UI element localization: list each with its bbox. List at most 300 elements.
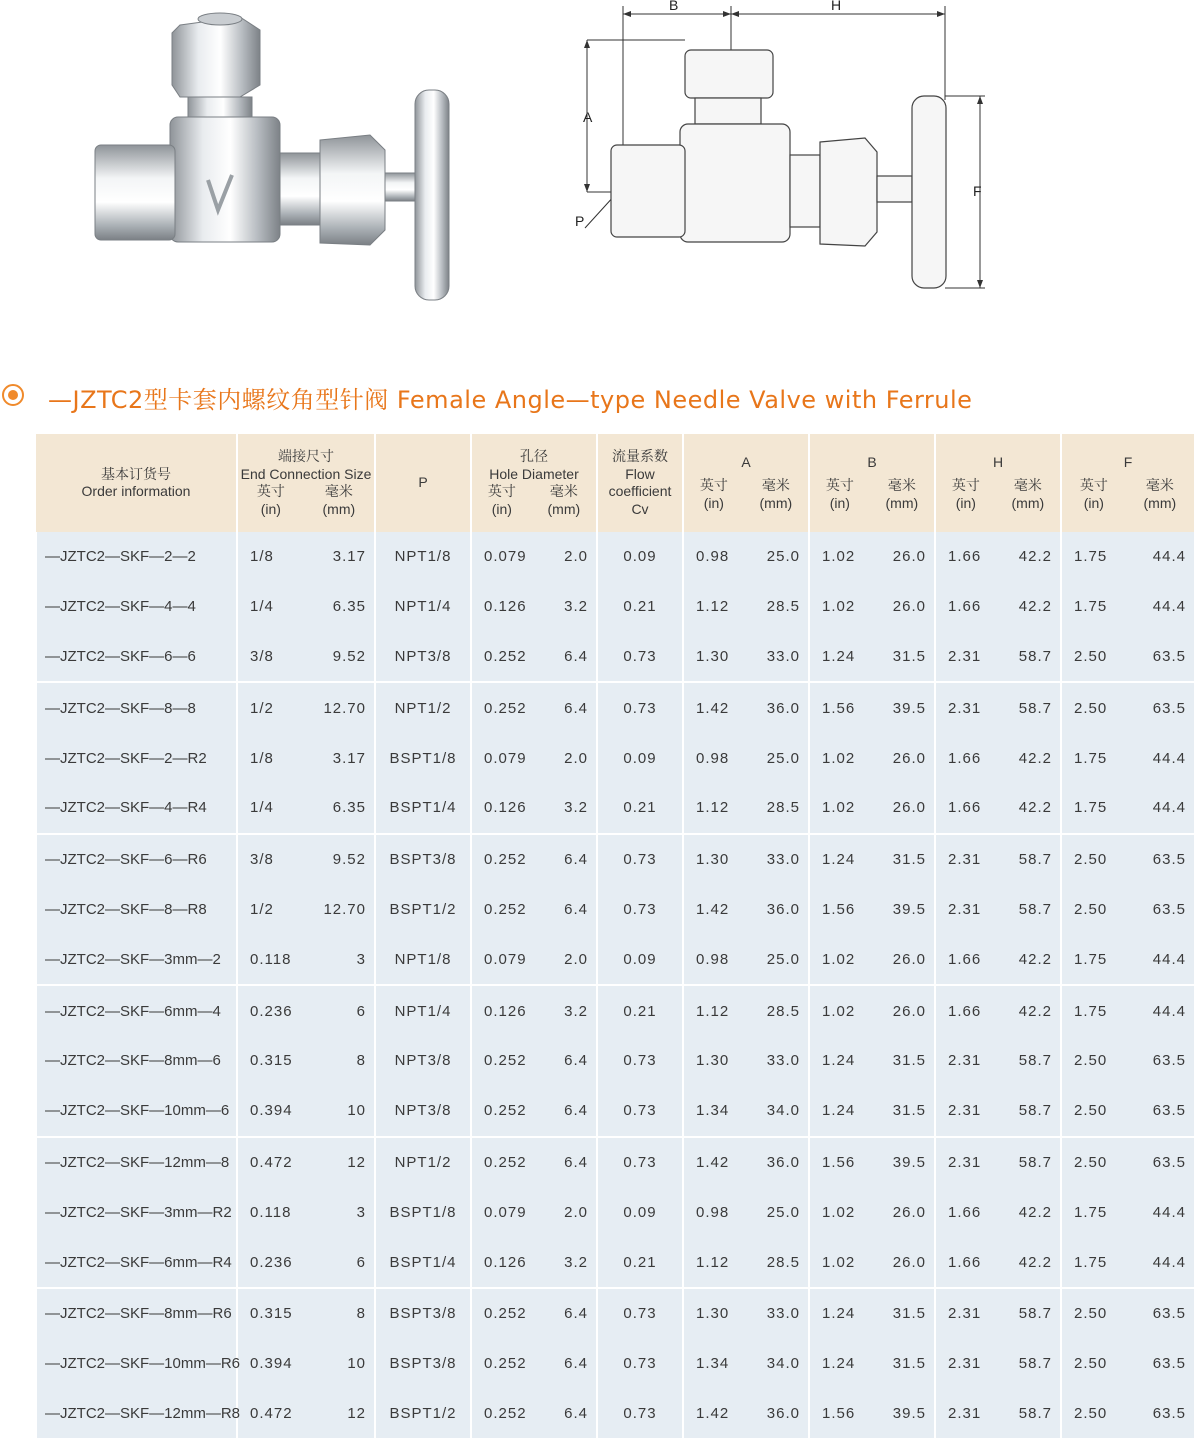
cell-hole-mm: 6.4 [564,647,588,665]
cell-h-in: 1.66 [948,950,982,968]
pair-cell [809,934,935,985]
pair-cell [935,1086,1061,1137]
pair-cell [471,834,597,885]
cell-f-in: 2.50 [1074,1355,1108,1373]
pair-cell [683,1339,809,1389]
cell-a-in: 1.12 [696,799,730,817]
cell-hole-mm: 6.4 [564,1355,588,1373]
cell-hole-in: 0.252 [484,1355,527,1373]
pair-cell [471,1036,597,1086]
cell-f-mm: 44.4 [1152,1002,1186,1020]
unit-mm: 毫米 (mm) [322,483,356,517]
cell-cv: 0.73 [597,1086,683,1137]
cell-size-mm: 3.17 [332,749,366,767]
cell-size-mm: 3 [356,1203,366,1221]
cell-order: —JZTC2—SKF—6mm—4 [36,985,237,1036]
cell-f-mm: 44.4 [1152,548,1186,566]
cell-size-mm: 12 [347,1404,366,1422]
cell-f-in: 1.75 [1074,950,1108,968]
pair-cell [935,1036,1061,1086]
cell-h-in: 2.31 [948,851,982,869]
cell-h-in: 2.31 [948,699,982,717]
cell-f-mm: 63.5 [1152,1404,1186,1422]
cell-cv: 0.73 [597,1288,683,1339]
pair-cell [935,1339,1061,1389]
cell-cv: 0.73 [597,632,683,683]
cell-a-in: 1.42 [696,1153,730,1171]
cell-size-mm: 8 [356,1052,366,1070]
cell-size-in: 0.236 [250,1002,293,1020]
header-flow-cn: 流量系数 [612,448,668,464]
pair-cell [935,1288,1061,1339]
label-p: P [575,213,585,229]
cell-a-in: 0.98 [696,749,730,767]
cell-f-mm: 44.4 [1152,950,1186,968]
cell-b-mm: 31.5 [892,1355,926,1373]
table-row [36,632,1194,683]
cell-a-mm: 36.0 [766,900,800,918]
cell-b-in: 1.56 [822,1404,856,1422]
cell-a-in: 0.98 [696,1203,730,1221]
cell-b-mm: 31.5 [892,1102,926,1120]
cell-cv: 0.21 [597,1237,683,1288]
cell-f-mm: 44.4 [1152,749,1186,767]
unit-in: 英寸 (in) [951,477,980,511]
cell-p: NPT1/8 [375,532,471,582]
pair-cell [683,1389,809,1438]
cell-f-in: 2.50 [1074,851,1108,869]
pair-cell [935,632,1061,683]
cell-hole-in: 0.079 [484,950,527,968]
cell-a-in: 1.42 [696,900,730,918]
pair-cell [1061,885,1194,935]
cell-b-in: 1.02 [822,548,856,566]
pair-cell [809,1036,935,1086]
cell-f-mm: 44.4 [1152,799,1186,817]
header-a [683,434,809,532]
pair-cell [683,1187,809,1237]
cell-hole-in: 0.126 [484,1002,527,1020]
cell-order: —JZTC2—SKF—10mm—R6 [36,1339,237,1389]
cell-f-mm: 63.5 [1152,1102,1186,1120]
cell-order: —JZTC2—SKF—6—R6 [36,834,237,885]
label-a: A [583,109,593,125]
cell-cv: 0.09 [597,934,683,985]
pair-cell [1061,1288,1194,1339]
cell-f-in: 1.75 [1074,749,1108,767]
cell-b-in: 1.24 [822,1305,856,1323]
pair-cell [809,1187,935,1237]
header-order-en: Order information [81,483,191,499]
table-row [36,532,1194,582]
pair-cell [809,1288,935,1339]
cell-hole-mm: 6.4 [564,1052,588,1070]
cell-hole-in: 0.252 [484,1153,527,1171]
cell-size-in: 0.118 [250,1203,292,1221]
cell-hole-in: 0.252 [484,1404,527,1422]
cell-h-in: 2.31 [948,1305,982,1323]
pair-cell [935,834,1061,885]
cell-b-in: 1.02 [822,950,856,968]
cell-size-in: 0.315 [250,1305,293,1323]
pair-cell [935,733,1061,783]
pair-cell [1061,1237,1194,1288]
cell-a-mm: 25.0 [766,548,800,566]
cell-hole-mm: 6.4 [564,900,588,918]
pair-cell [935,532,1061,582]
pair-cell [237,1389,375,1438]
pair-cell [237,1137,375,1188]
cell-order: —JZTC2—SKF—2—2 [36,532,237,582]
cell-hole-mm: 2.0 [564,1203,588,1221]
cell-size-mm: 12.70 [323,699,366,717]
cell-h-in: 1.66 [948,548,982,566]
pair-cell [809,632,935,683]
cell-hole-mm: 3.2 [564,1253,588,1271]
cell-b-in: 1.56 [822,1153,856,1171]
pair-cell [683,682,809,733]
cell-f-in: 1.75 [1074,1253,1108,1271]
cell-f-in: 2.50 [1074,1404,1108,1422]
cell-hole-mm: 6.4 [564,851,588,869]
cell-p: NPT1/4 [375,985,471,1036]
cell-b-in: 1.02 [822,749,856,767]
cell-h-mm: 58.7 [1018,1305,1052,1323]
pair-cell [237,885,375,935]
pair-cell [1061,582,1194,632]
cell-size-mm: 12.70 [323,900,366,918]
cell-a-in: 1.42 [696,1404,730,1422]
pair-cell [1061,733,1194,783]
pair-cell [471,885,597,935]
cell-f-in: 2.50 [1074,699,1108,717]
unit-in: 英寸 (in) [256,483,285,517]
cell-size-in: 3/8 [250,851,274,869]
pair-cell [1061,532,1194,582]
cell-a-mm: 25.0 [766,950,800,968]
cell-order: —JZTC2—SKF—12mm—R8 [36,1389,237,1438]
cell-b-in: 1.02 [822,1002,856,1020]
cell-size-mm: 3.17 [332,548,366,566]
pair-cell [237,1086,375,1137]
cell-a-mm: 36.0 [766,699,800,717]
pair-cell [683,934,809,985]
cell-a-in: 0.98 [696,548,730,566]
cell-b-in: 1.02 [822,799,856,817]
cell-f-mm: 44.4 [1152,598,1186,616]
pair-cell [935,885,1061,935]
cell-h-in: 1.66 [948,1203,982,1221]
pair-cell [935,1137,1061,1188]
table-row [36,1036,1194,1086]
cell-size-mm: 6.35 [332,799,366,817]
cell-hole-mm: 2.0 [564,950,588,968]
cell-size-in: 0.315 [250,1052,293,1070]
pair-cell [1061,1086,1194,1137]
cell-h-mm: 58.7 [1018,647,1052,665]
cell-p: BSPT1/4 [375,1237,471,1288]
table-row [36,1187,1194,1237]
cell-a-mm: 33.0 [766,851,800,869]
pair-cell [471,1137,597,1188]
pair-cell [1061,834,1194,885]
pair-cell [683,582,809,632]
spec-table [35,434,1194,1438]
cell-p: NPT3/8 [375,1036,471,1086]
cell-hole-in: 0.079 [484,1203,527,1221]
cell-p: BSPT1/4 [375,783,471,834]
cell-h-in: 2.31 [948,1355,982,1373]
pair-cell [809,532,935,582]
cell-b-mm: 26.0 [892,1002,926,1020]
cell-cv: 0.73 [597,1137,683,1188]
cell-h-mm: 42.2 [1018,749,1052,767]
cell-cv: 0.21 [597,783,683,834]
unit-in: 英寸 (in) [825,477,854,511]
header-b-label: B [867,453,877,470]
cell-h-in: 1.66 [948,799,982,817]
cell-f-mm: 63.5 [1152,699,1186,717]
cell-a-in: 1.12 [696,1002,730,1020]
cell-hole-mm: 3.2 [564,598,588,616]
cell-order: —JZTC2—SKF—8—8 [36,682,237,733]
cell-order: —JZTC2—SKF—4—4 [36,582,237,632]
header-a-label: A [741,453,751,470]
cell-size-mm: 9.52 [332,851,366,869]
cell-f-mm: 63.5 [1152,1305,1186,1323]
cell-h-in: 2.31 [948,647,982,665]
cell-f-in: 1.75 [1074,799,1108,817]
cell-a-mm: 33.0 [766,1305,800,1323]
cell-f-in: 2.50 [1074,1153,1108,1171]
table-row [36,1137,1194,1188]
cell-a-mm: 34.0 [766,1102,800,1120]
pair-cell [683,1086,809,1137]
cell-order: —JZTC2—SKF—4—R4 [36,783,237,834]
pair-cell [683,783,809,834]
unit-in: 英寸 (in) [487,483,516,517]
header-hole-cn: 孔径 [520,448,548,464]
cell-h-in: 2.31 [948,1404,982,1422]
cell-hole-mm: 3.2 [564,1002,588,1020]
cell-h-mm: 42.2 [1018,799,1052,817]
cell-h-in: 2.31 [948,1153,982,1171]
cell-b-mm: 39.5 [892,1153,926,1171]
cell-p: NPT1/4 [375,582,471,632]
cell-a-mm: 25.0 [766,1203,800,1221]
cell-f-mm: 63.5 [1152,900,1186,918]
header-f [1061,434,1194,532]
cell-cv: 0.09 [597,1187,683,1237]
cell-hole-mm: 6.4 [564,1153,588,1171]
cell-size-mm: 12 [347,1153,366,1171]
pair-cell [1061,1187,1194,1237]
cell-h-mm: 42.2 [1018,1002,1052,1020]
cell-p: BSPT1/8 [375,1187,471,1237]
cell-h-mm: 58.7 [1018,1404,1052,1422]
header-h-label: H [992,453,1004,470]
pair-cell [471,985,597,1036]
cell-f-in: 2.50 [1074,1052,1108,1070]
table-row [36,834,1194,885]
cell-b-mm: 31.5 [892,1305,926,1323]
table-row [36,1389,1194,1438]
pair-cell [237,783,375,834]
pair-cell [237,1036,375,1086]
pair-cell [683,1237,809,1288]
cell-a-mm: 36.0 [766,1404,800,1422]
cell-f-in: 2.50 [1074,1102,1108,1120]
cell-size-in: 1/2 [250,900,274,918]
pair-cell [237,733,375,783]
pair-cell [471,783,597,834]
cell-size-in: 1/4 [250,799,274,817]
pair-cell [809,1137,935,1188]
cell-p: BSPT3/8 [375,834,471,885]
unit-mm: 毫米 (mm) [1011,477,1045,511]
pair-cell [237,1288,375,1339]
cell-a-in: 1.12 [696,1253,730,1271]
pair-cell [683,532,809,582]
pair-cell [935,934,1061,985]
cell-size-in: 0.236 [250,1253,293,1271]
unit-in: 英寸 (in) [699,477,728,511]
cell-size-mm: 6.35 [332,598,366,616]
cell-a-mm: 34.0 [766,1355,800,1373]
cell-size-in: 1/2 [250,699,274,717]
table-row [36,1339,1194,1389]
pair-cell [809,733,935,783]
cell-a-mm: 33.0 [766,647,800,665]
cell-f-mm: 63.5 [1152,851,1186,869]
header-end-en: End Connection Size [240,465,372,482]
pair-cell [1061,682,1194,733]
cell-b-mm: 26.0 [892,950,926,968]
unit-mm: 毫米 (mm) [547,483,581,517]
pair-cell [1061,1389,1194,1438]
label-f: F [973,183,982,199]
header-end-connection [237,434,375,532]
pair-cell [935,783,1061,834]
cell-a-mm: 28.5 [766,1002,800,1020]
table-row [36,1086,1194,1137]
cell-b-in: 1.24 [822,647,856,665]
unit-mm: 毫米 (mm) [885,477,919,511]
cell-f-in: 1.75 [1074,1002,1108,1020]
pair-cell [471,1187,597,1237]
pair-cell [471,934,597,985]
cell-a-mm: 28.5 [766,1253,800,1271]
cell-h-mm: 42.2 [1018,548,1052,566]
cell-b-in: 1.24 [822,1355,856,1373]
cell-h-in: 1.66 [948,1253,982,1271]
section-title-row [0,378,1200,418]
cell-hole-mm: 6.4 [564,1404,588,1422]
cell-h-in: 1.66 [948,1002,982,1020]
cell-a-in: 1.30 [696,1052,730,1070]
cell-size-mm: 6 [356,1253,366,1271]
pair-cell [683,985,809,1036]
cell-f-mm: 63.5 [1152,1052,1186,1070]
cell-f-mm: 44.4 [1152,1253,1186,1271]
pair-cell [237,1339,375,1389]
pair-cell [683,632,809,683]
pair-cell [935,1389,1061,1438]
cell-f-mm: 63.5 [1152,1355,1186,1373]
cell-size-mm: 6 [356,1002,366,1020]
cell-b-mm: 31.5 [892,1052,926,1070]
cell-hole-in: 0.252 [484,699,527,717]
cell-b-mm: 26.0 [892,548,926,566]
cell-h-mm: 42.2 [1018,598,1052,616]
cell-h-in: 1.66 [948,598,982,616]
pair-cell [809,1339,935,1389]
cell-a-in: 1.30 [696,1305,730,1323]
cell-hole-mm: 6.4 [564,1102,588,1120]
cell-p: NPT1/2 [375,682,471,733]
cell-cv: 0.73 [597,885,683,935]
cell-size-in: 0.472 [250,1153,293,1171]
pair-cell [471,1389,597,1438]
pair-cell [683,1137,809,1188]
header-flow-en2: coefficient [608,483,672,499]
pair-cell [237,682,375,733]
cell-f-mm: 63.5 [1152,647,1186,665]
cell-cv: 0.21 [597,985,683,1036]
header-end-cn: 端接尺寸 [278,448,334,464]
cell-b-in: 1.56 [822,900,856,918]
cell-order: —JZTC2—SKF—12mm—8 [36,1137,237,1188]
cell-size-in: 0.394 [250,1102,293,1120]
cell-b-mm: 31.5 [892,647,926,665]
cell-order: —JZTC2—SKF—6mm—R4 [36,1237,237,1288]
pair-cell [237,1187,375,1237]
table-row [36,885,1194,935]
pair-cell [809,985,935,1036]
pair-cell [1061,985,1194,1036]
pair-cell [471,733,597,783]
cell-p: BSPT1/2 [375,885,471,935]
pair-cell [809,682,935,733]
cell-b-mm: 26.0 [892,799,926,817]
pair-cell [471,1237,597,1288]
cell-f-mm: 63.5 [1152,1153,1186,1171]
cell-b-in: 1.24 [822,1102,856,1120]
cell-b-mm: 39.5 [892,699,926,717]
pair-cell [683,834,809,885]
cell-hole-mm: 2.0 [564,749,588,767]
cell-hole-in: 0.252 [484,647,527,665]
cell-order: —JZTC2—SKF—8—R8 [36,885,237,935]
cell-cv: 0.73 [597,834,683,885]
cell-size-mm: 3 [356,950,366,968]
pair-cell [1061,1339,1194,1389]
cell-hole-mm: 3.2 [564,799,588,817]
cell-h-in: 2.31 [948,900,982,918]
pair-cell [471,1339,597,1389]
cell-hole-mm: 6.4 [564,699,588,717]
cell-h-in: 2.31 [948,1052,982,1070]
cell-b-in: 1.24 [822,1052,856,1070]
cell-size-in: 3/8 [250,647,274,665]
pair-cell [237,582,375,632]
pair-cell [1061,1036,1194,1086]
unit-mm: 毫米 (mm) [759,477,793,511]
cell-h-mm: 42.2 [1018,950,1052,968]
pair-cell [809,834,935,885]
cell-order: —JZTC2—SKF—8mm—R6 [36,1288,237,1339]
header-flow-en1: Flow [625,465,655,482]
